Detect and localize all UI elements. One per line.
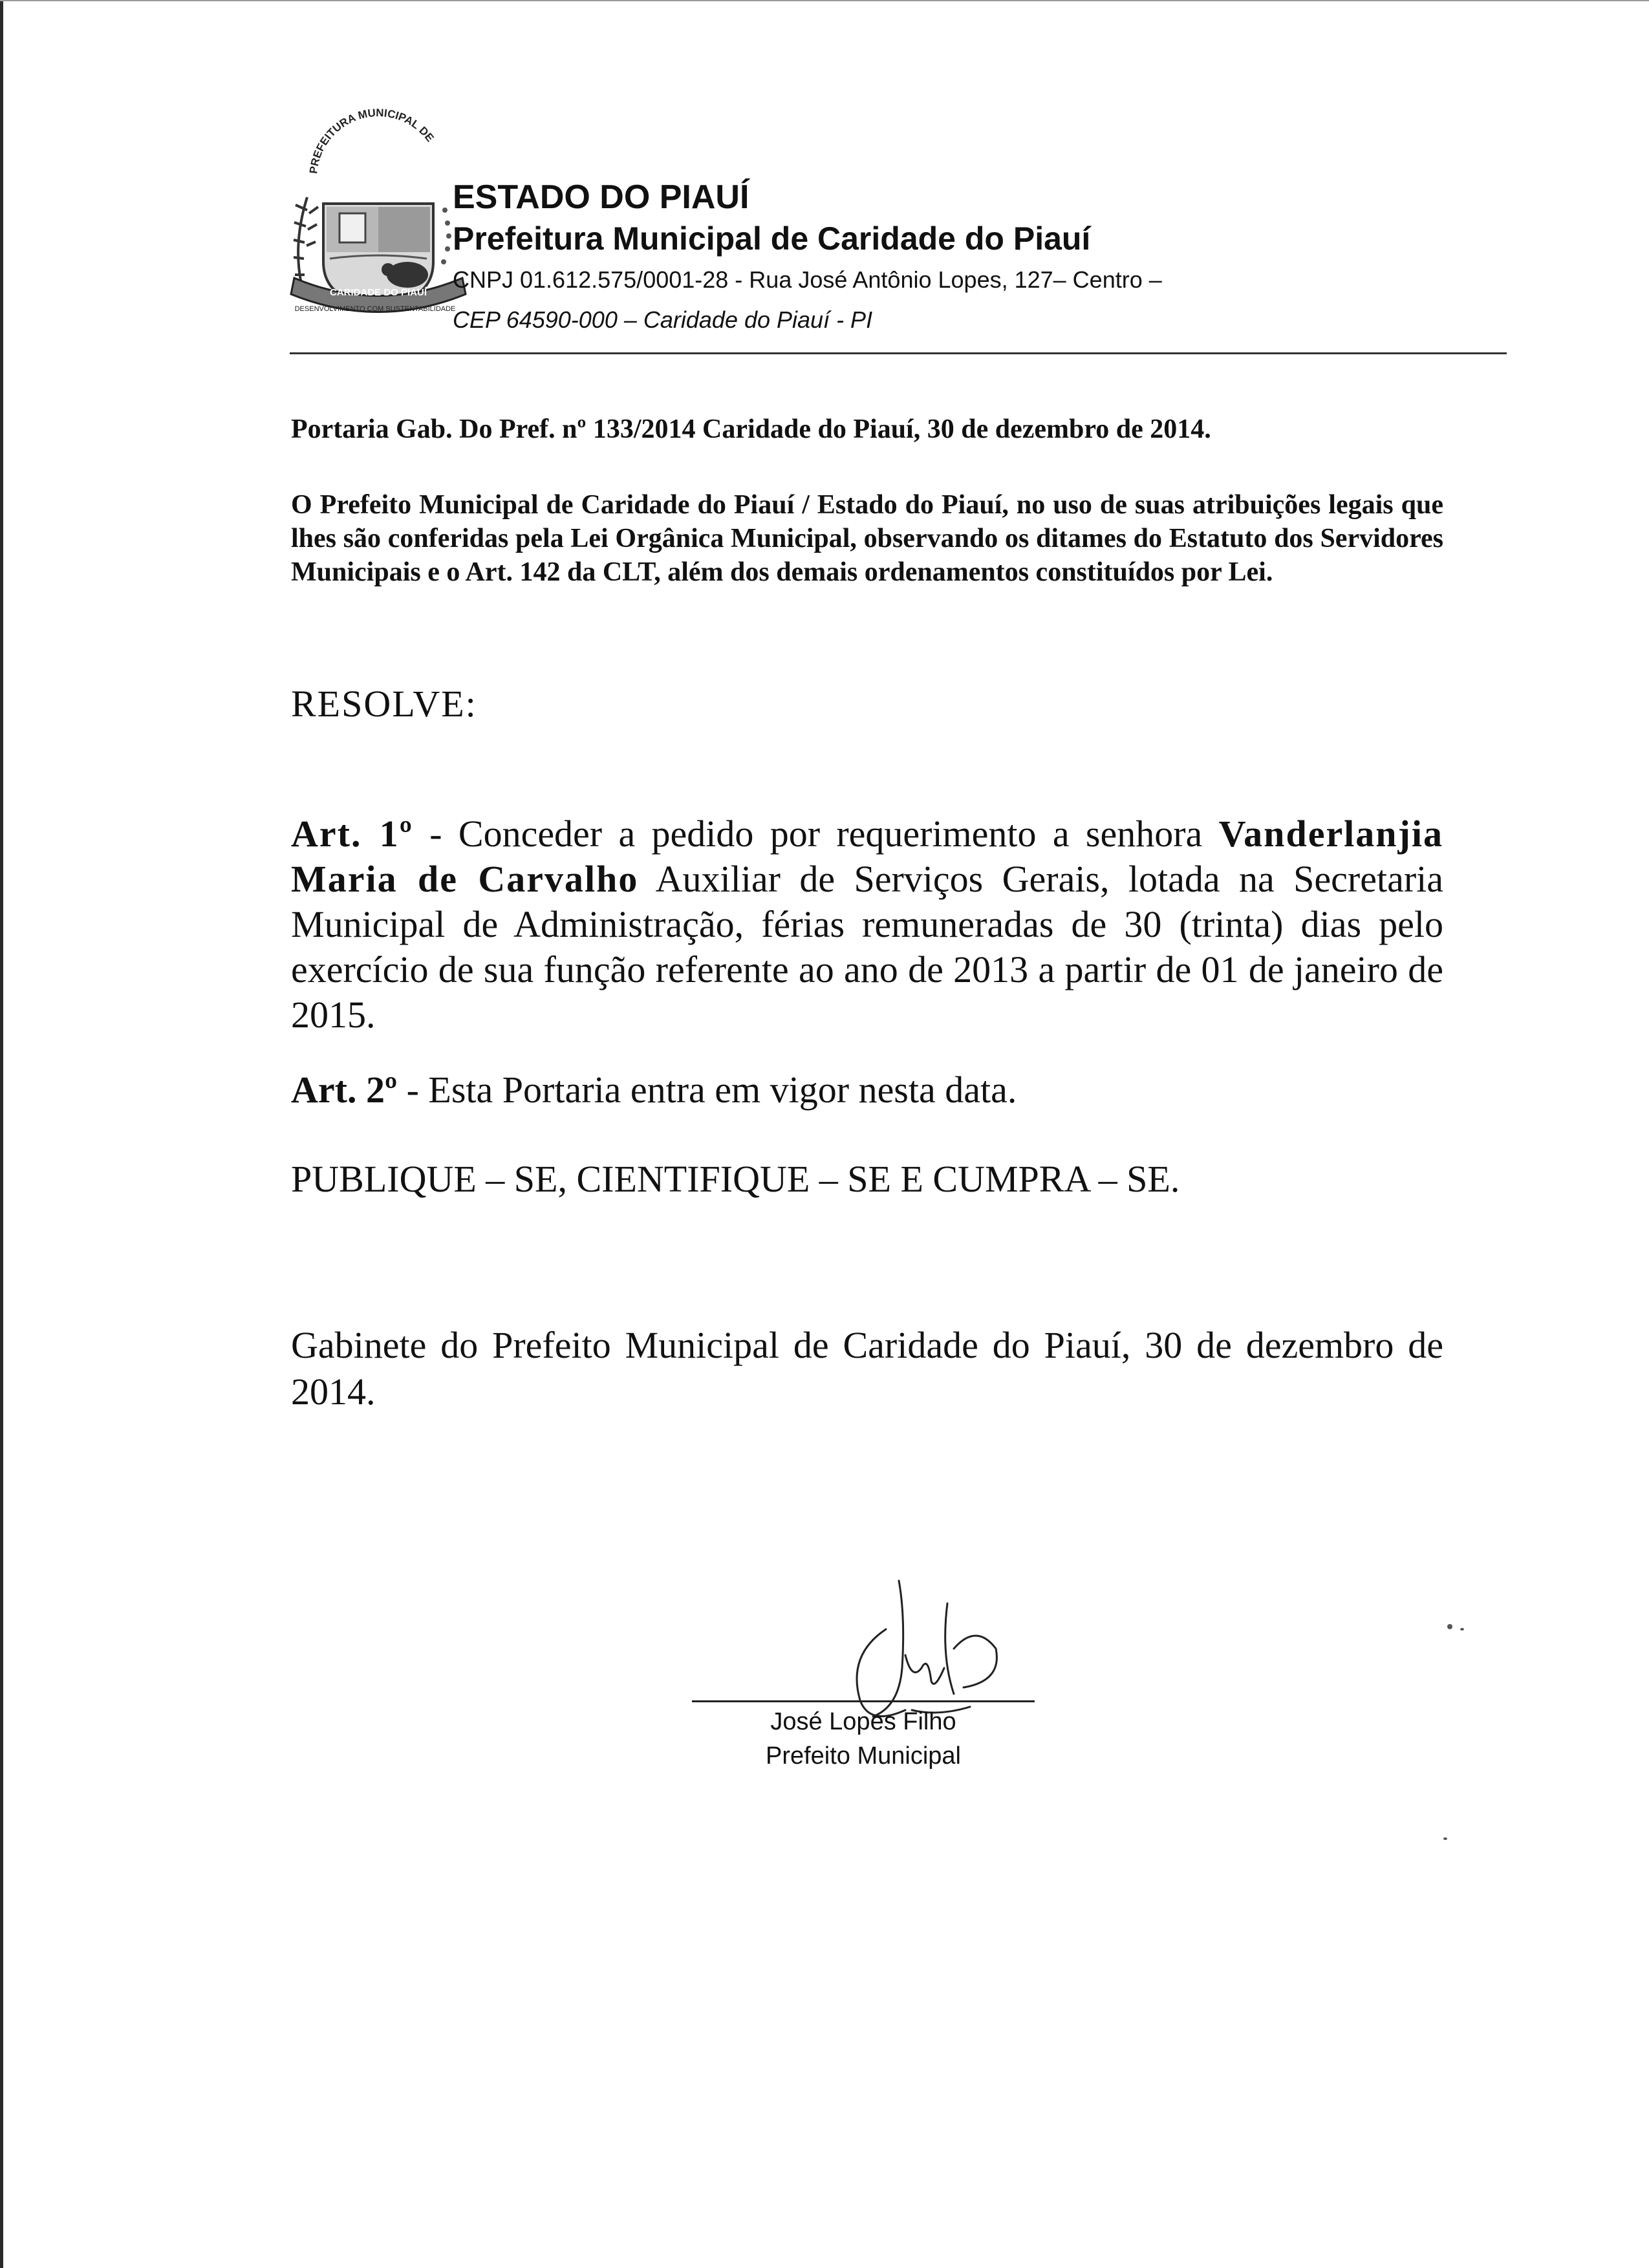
header-divider — [290, 352, 1507, 354]
svg-text:CARIDADE DO PIAUÍ: CARIDADE DO PIAUÍ — [329, 287, 427, 298]
municipal-crest-logo — [278, 100, 472, 314]
closing-place-date: Gabinete do Prefeito Municipal de Caridade do Piauí, 30 de dezembro de 2014. — [291, 1324, 1443, 1413]
handwritten-signature — [808, 1578, 1028, 1726]
article-1-text-a: - Conceder a pedido por requerimento a senhora — [413, 813, 1219, 855]
svg-text:PREFEITURA MUNICIPAL DE: PREFEITURA MUNICIPAL DE — [307, 106, 436, 175]
article-1-label: Art. 1º — [291, 813, 413, 855]
article-1-employee-name: Vanderlanjia Maria de Carvalho — [291, 813, 1443, 900]
letterhead-state: ESTADO DO PIAUÍ — [453, 178, 749, 216]
svg-text:DESENVOLVIMENTO COM SUSTENTABI: DESENVOLVIMENTO COM SUSTENTABILIDADE — [294, 305, 456, 313]
scan-edge — [0, 0, 3, 2268]
article-1-text-b: Auxiliar de Serviços Gerais, lotada na Secretaria Municipal de Administração, férias remuneradas de 30 (trinta) dias pelo exercício de sua função referente ao ano de 2013 a partir de 01 de janeiro de 2015. — [291, 858, 1443, 1036]
resolve-heading: RESOLVE: — [291, 683, 477, 725]
scan-speck — [1447, 1624, 1452, 1629]
article-2 — [291, 1068, 1017, 1111]
preamble-paragraph: O Prefeito Municipal de Caridade do Piauí / Estado do Piauí, no uso de suas atribuições legais que lhes são conferidas pela Lei Orgânica Municipal, observando os ditames do Estatuto dos Servidores Municipais e o Art. 142 da CLT, além dos demais ordenamentos constituídos por Lei. — [291, 490, 1443, 587]
article-1 — [291, 811, 1443, 1038]
letterhead-cep: CEP 64590-000 – Caridade do Piauí - PI — [453, 306, 873, 333]
publication-clause: PUBLIQUE – SE, CIENTIFIQUE – SE E CUMPRA – SE. — [291, 1158, 1180, 1200]
signatory-name: José Lopes Filho — [770, 1708, 956, 1735]
signature-line — [692, 1700, 1035, 1702]
scan-speck — [1443, 1837, 1447, 1840]
signatory-role: Prefeito Municipal — [765, 1742, 962, 1770]
article-2-label: Art. 2º — [291, 1069, 398, 1111]
letterhead-cnpj-address: CNPJ 01.612.575/0001-28 - Rua José Antônio Lopes, 127– Centro – — [453, 266, 1162, 293]
document-title: Portaria Gab. Do Pref. nº 133/2014 Caridade do Piauí, 30 de dezembro de 2014. — [291, 414, 1211, 444]
scan-speck — [1460, 1628, 1464, 1631]
scan-edge-top — [0, 0, 1649, 1]
article-2-text: - Esta Portaria entra em vigor nesta data. — [397, 1069, 1017, 1111]
letterhead-prefeitura: Prefeitura Municipal de Caridade do Piauí — [453, 220, 1091, 257]
